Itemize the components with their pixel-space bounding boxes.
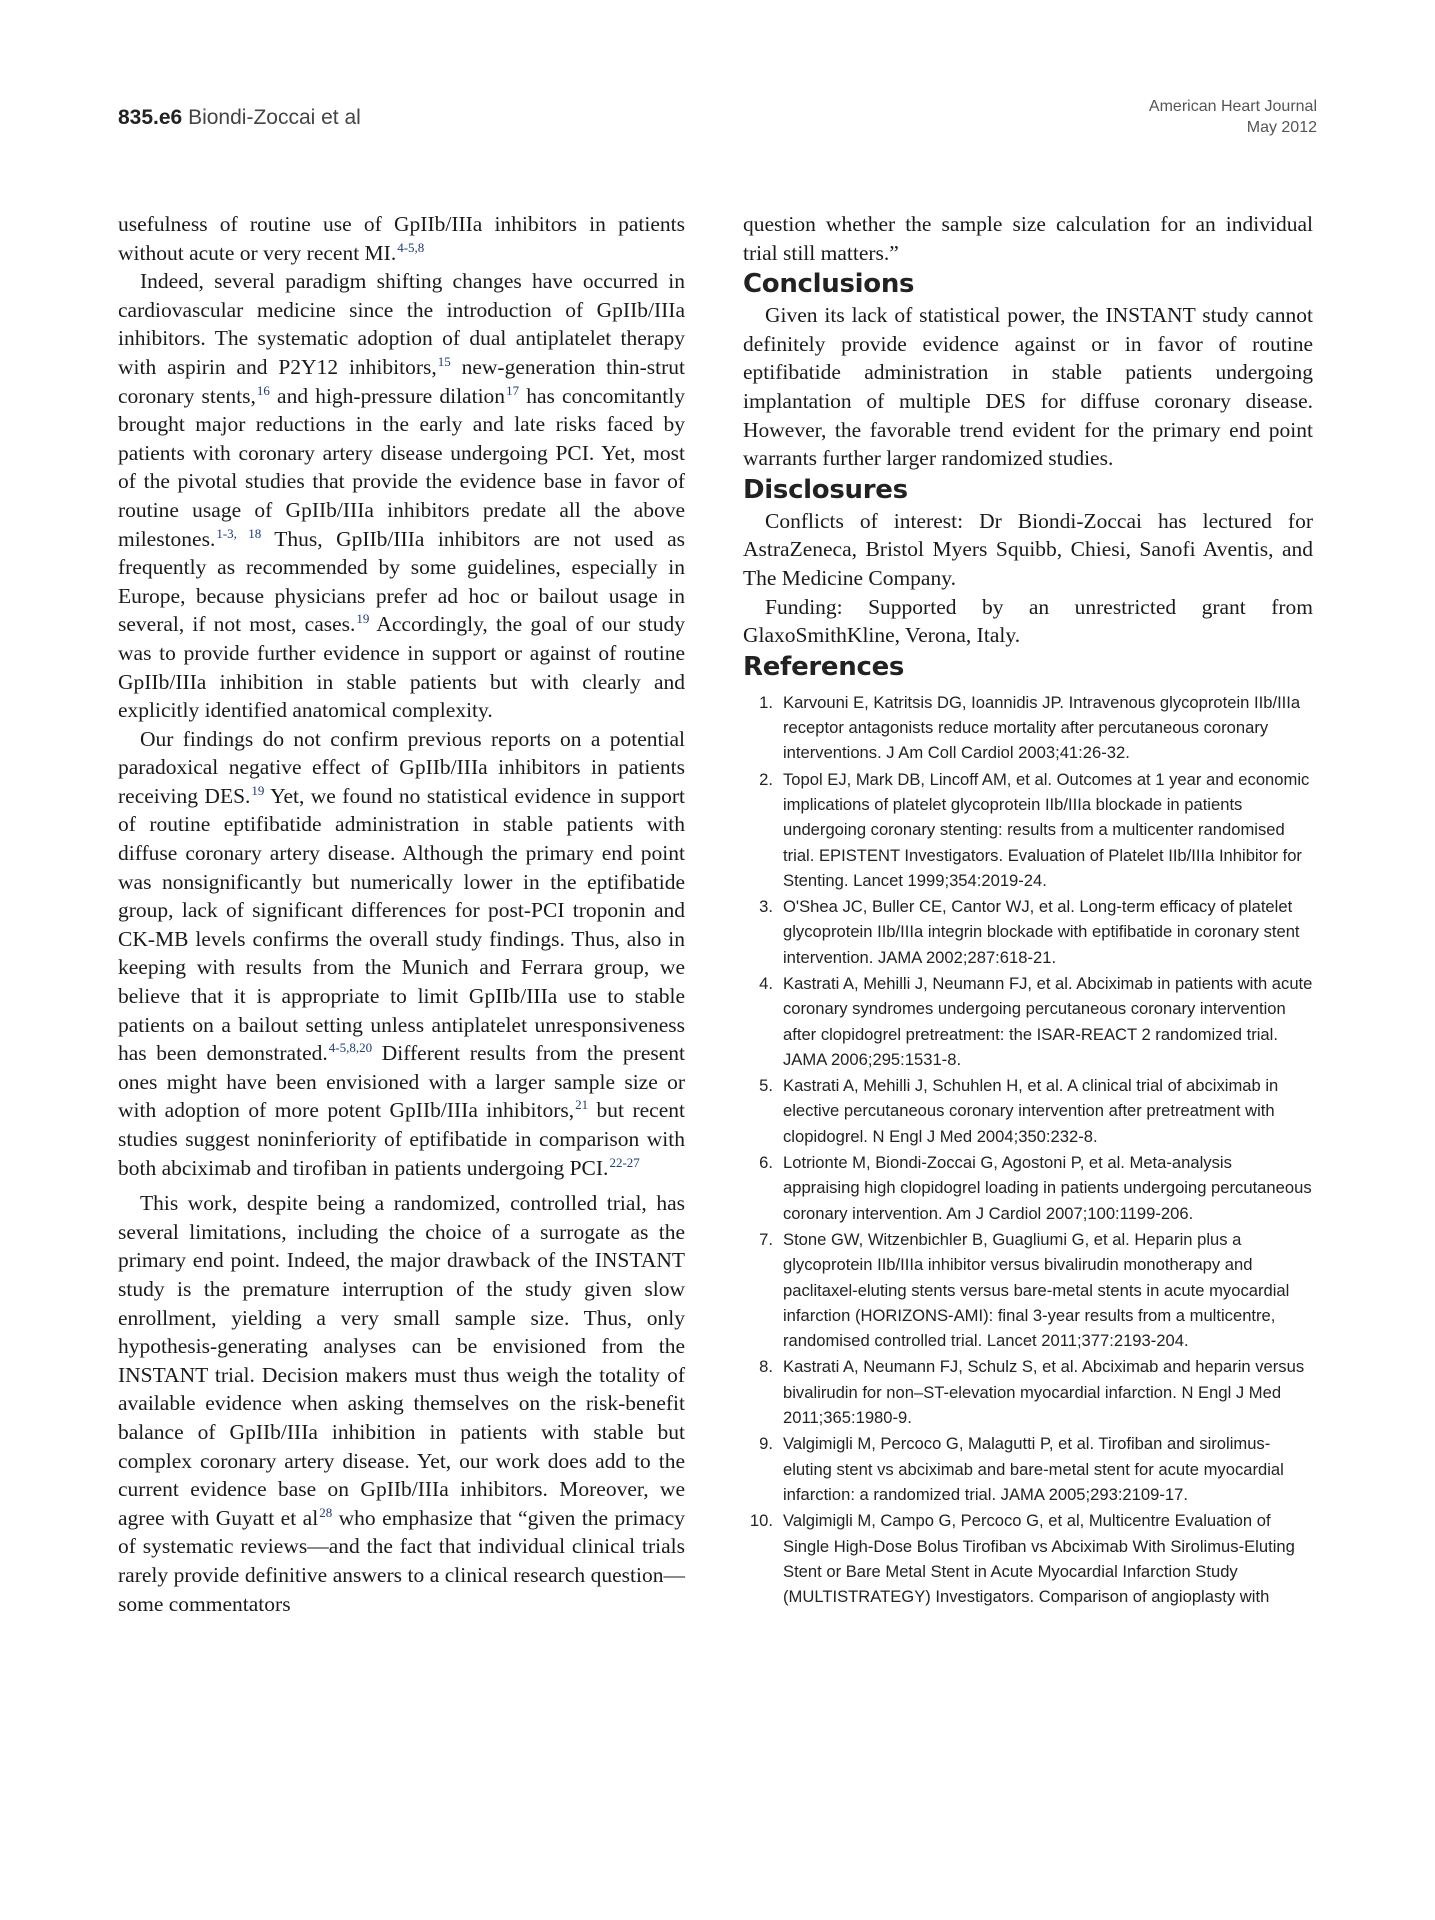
reference-text: Karvouni E, Katritsis DG, Ioannidis JP. Intravenous glycoprotein IIb/IIIa receptor antagonists reduce mortality after percutaneous coronary interventions. J Am Coll Cardiol 2003;41:26-32. bbox=[783, 692, 1301, 763]
citation: 22-27 bbox=[609, 1154, 640, 1170]
reference-item bbox=[743, 1073, 1313, 1149]
reference-number: 8. bbox=[759, 1357, 773, 1377]
paragraph-limitations: This work, despite being a randomized, controlled trial, has several limitations, including the choice of a surrogate as the primary end point. Indeed, the major drawback of the INSTANT study is the premature interruption of the study given slow enrollment, yielding a very small sample size. Thus, only hypothesis-generating analyses can be envisioned from the INSTANT trial. Decision makers must thus weigh the totality of available evidence when asking themselves on the risk-benefit balance of GpIIb/IIIa inhibition in patients with stable but complex coronary artery disease. Yet, our work does add to the current evidence base on GpIIb/IIIa inhibitors. Moreover, we agree with Guyatt et al$^{28}$ who emphasize that “given the primacy of systematic reviews—and the fact that individual clinical trials rarely provide definitive answers to a clinical research question—some commentators bbox=[118, 1191, 685, 1616]
reference-number: 7. bbox=[759, 1229, 773, 1249]
reference-text: Topol EJ, Mark DB, Lincoff AM, et al. Outcomes at 1 year and economic implications of platelet glycoprotein IIb/IIIa blockade in patients undergoing coronary stenting: results from a multicenter randomised trial. EPISTENT Investigators. Evaluation of Platelet IIb/IIIa Inhibitor for Stenting. Lancet 1999;354:2019-24. bbox=[783, 769, 1310, 890]
references-heading: References bbox=[743, 651, 905, 682]
reference-text: Valgimigli M, Percoco G, Malagutti P, et al. Tirofiban and sirolimus-eluting stent vs abciximab and bare-metal stent for acute myocardial infarction: a randomized trial. JAMA 2005;293:2109-17. bbox=[783, 1434, 1284, 1504]
reference-item bbox=[743, 1227, 1313, 1353]
running-authors: Biondi-Zoccai et al bbox=[188, 106, 361, 129]
paragraph-continuation: usefulness of routine use of GpIIb/IIIa inhibitors in patients without acute or very recent MI.$^{4-5,8}$ bbox=[118, 212, 685, 265]
reference-number: 2. bbox=[759, 769, 773, 789]
citation: 15 bbox=[437, 353, 451, 369]
reference-text: Stone GW, Witzenbichler B, Guagliumi G, et al. Heparin plus a glycoprotein IIb/IIIa inhibitor versus bivalirudin monotherapy and paclitaxel-eluting stents versus bare-metal stents in acute myocardial infarction (HORIZONS-AMI): final 3-year results from a multicentre, randomised controlled trial. Lancet 2011;377:2193-204. bbox=[783, 1229, 1290, 1351]
issue-date: May 2012 bbox=[1246, 119, 1317, 136]
header-left bbox=[118, 106, 361, 130]
reference-item bbox=[743, 767, 1313, 893]
left-column bbox=[118, 210, 685, 1618]
reference-text: Kastrati A, Neumann FJ, Schulz S, et al. Abciximab and heparin versus bivalirudin for non–ST-elevation myocardial infarction. N Engl J Med 2011;365:1980-9. bbox=[783, 1357, 1305, 1428]
citation: 1-3, 18 bbox=[216, 525, 262, 541]
journal-name: American Heart Journal bbox=[1148, 98, 1317, 115]
citation: 4-5,8 bbox=[397, 239, 425, 255]
conclusions-text: Given its lack of statistical power, the INSTANT study cannot definitely provide evidence against or in favor of routine eptifibatide administration in stable patients undergoing implantation of multiple DES for diffuse coronary disease. However, the favorable trend evident for the primary end point warrants further larger randomized studies. bbox=[743, 303, 1313, 471]
citation: 19 bbox=[251, 782, 265, 798]
reference-item bbox=[743, 1354, 1313, 1430]
reference-number: 5. bbox=[759, 1076, 773, 1096]
page-number: 835.e6 bbox=[118, 106, 183, 129]
reference-item bbox=[743, 1508, 1313, 1609]
reference-number: 1. bbox=[759, 692, 773, 712]
reference-item bbox=[743, 690, 1313, 766]
reference-list bbox=[743, 690, 1313, 1610]
header-right bbox=[1149, 96, 1317, 138]
reference-text: O'Shea JC, Buller CE, Cantor WJ, et al. Long-term efficacy of platelet glycoprotein IIb/IIIa integrin blockade with eptifibatide in coronary stent intervention. JAMA 2002;287:618-21. bbox=[783, 897, 1300, 967]
paragraph-continuation-right: question whether the sample size calculation for an individual trial still matters.” bbox=[743, 212, 1313, 265]
reference-text: Kastrati A, Mehilli J, Neumann FJ, et al. Abciximab in patients with acute coronary syndromes undergoing percutaneous coronary intervention after clopidogrel pretreatment: the ISAR-REACT 2 randomized trial. JAMA 2006;295:1531-8. bbox=[783, 973, 1313, 1069]
citation: 28 bbox=[319, 1504, 333, 1520]
running-header bbox=[118, 96, 1317, 146]
disclosures-heading: Disclosures bbox=[743, 474, 908, 505]
citation: 21 bbox=[575, 1097, 589, 1113]
conflicts-text: Conflicts of interest: Dr Biondi-Zoccai has lectured for AstraZeneca, Bristol Myers Squibb, Chiesi, Sanofi Aventis, and The Medicine Company. bbox=[743, 508, 1313, 590]
reference-number: 6. bbox=[759, 1153, 773, 1173]
reference-number: 10. bbox=[749, 1511, 773, 1531]
reference-number: 4. bbox=[759, 973, 773, 993]
reference-text: Valgimigli M, Campo G, Percoco G, et al, Multicentre Evaluation of Single High-Dose Bolus Tirofiban vs Abciximab With Sirolimus-Eluting Stent or Bare Metal Stent in Acute Myocardial Infarction Study (MULTISTRATEGY) Investigators. Comparison of angioplasty with bbox=[783, 1511, 1295, 1607]
citation: 4-5,8,20 bbox=[328, 1040, 373, 1056]
citation: 19 bbox=[356, 611, 370, 627]
reference-number: 9. bbox=[759, 1434, 773, 1454]
reference-item bbox=[743, 971, 1313, 1072]
citation: 16 bbox=[256, 382, 270, 398]
reference-text: Lotrionte M, Biondi-Zoccai G, Agostoni P, et al. Meta-analysis appraising high clopidogrel loading in patients undergoing percutaneous coronary intervention. Am J Cardiol 2007;100:1199-206. bbox=[783, 1153, 1312, 1223]
paragraph-paradigm-shifts: Indeed, several paradigm shifting changes have occurred in cardiovascular medicine since the introduction of GpIIb/IIIa inhibitors. The systematic adoption of dual antiplatelet therapy with aspirin and P2Y12 inhibitors,$^{15}$ new-generation thin-strut coronary stents,$^{16}$ and high-pressure dilation$^{17}$ has concomitantly brought major reductions in the early and late risks faced by patients with coronary artery disease undergoing PCI. Yet, most of the pivotal studies that provide the evidence base in favor of routine usage of GpIIb/IIIa inhibitors predate all the above milestones.$^{1-3, 18}$ Thus, GpIIb/IIIa inhibitors are not used as frequently as recommended by some guidelines, especially in Europe, because physicians prefer ad hoc or bailout usage in several, if not most, cases.$^{19}$ Accordingly, the goal of our study was to provide further evidence in support or against of routine GpIIb/IIIa inhibition in stable patients but with clearly and explicitly identified anatomical complexity. bbox=[118, 269, 686, 723]
reference-item bbox=[743, 1431, 1313, 1507]
reference-item bbox=[743, 894, 1313, 970]
citation: 17 bbox=[506, 382, 520, 398]
reference-number: 3. bbox=[759, 897, 773, 917]
funding-text: Funding: Supported by an unrestricted grant from GlaxoSmithKline, Verona, Italy. bbox=[743, 594, 1313, 648]
right-column bbox=[743, 210, 1313, 1610]
conclusions-heading: Conclusions bbox=[743, 269, 915, 300]
paragraph-findings: Our findings do not confirm previous reports on a potential paradoxical negative effect of GpIIb/IIIa inhibitors in patients receiving DES.$^{19}$ Yet, we found no statistical evidence in support of routine eptifibatide administration in stable patients with diffuse coronary artery disease. Although the primary end point was nonsignificantly but numerically lower in the eptifibatide group, lack of significant differences for post-PCI troponin and CK-MB levels confirms the overall study findings. Thus, also in keeping with results from the Munich and Ferrara group, we believe that it is appropriate to limit GpIIb/IIIa use to stable patients on a bailout setting unless antiplatelet unresponsiveness has been demonstrated.$^{4-5,8,20}$ Different results from the present ones might have been envisioned with a larger sample size or with adoption of more potent GpIIb/IIIa inhibitors,$^{21}$ but recent studies suggest noninferiority of eptifibatide in comparison with both abciximab and tirofiban in patients undergoing PCI.$^{22-27}$ bbox=[118, 726, 685, 1180]
reference-text: Kastrati A, Mehilli J, Schuhlen H, et al. A clinical trial of abciximab in elective percutaneous coronary intervention after pretreatment with clopidogrel. N Engl J Med 2004;350:232-8. bbox=[783, 1076, 1279, 1146]
reference-item bbox=[743, 1150, 1313, 1226]
